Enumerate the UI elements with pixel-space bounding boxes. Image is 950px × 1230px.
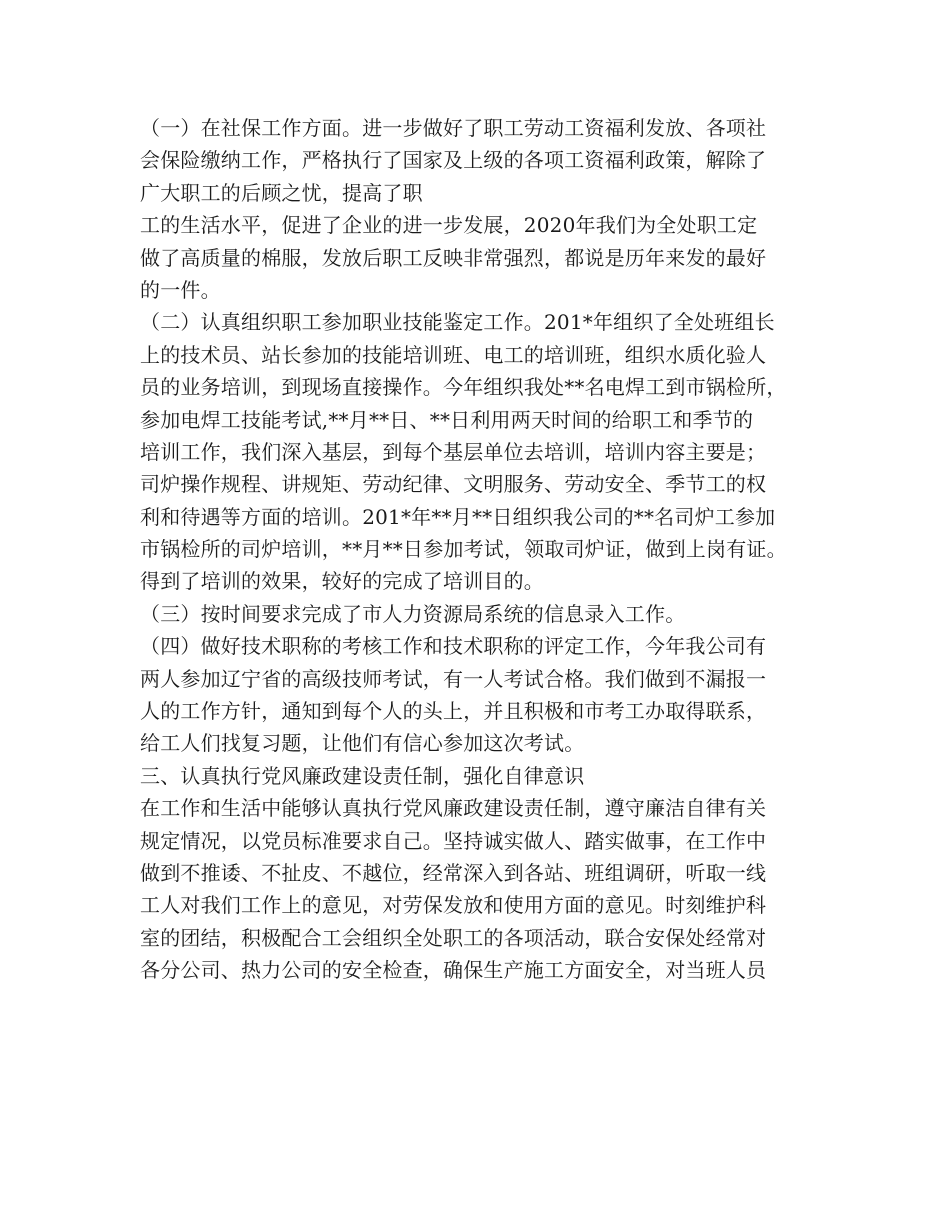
text-line: （一）在社保工作方面。进一步做好了职工劳动工资福利发放、各项社 <box>140 116 767 140</box>
text-line: 培训工作，我们深入基层，到每个基层单位去培训，培训内容主要是； <box>140 439 767 464</box>
text-line: （三）按时间要求完成了市人力资源局系统的信息录入工作。 <box>140 601 686 626</box>
section-heading: 三、认真执行党风廉政建设责任制，强化自律意识 <box>140 763 585 788</box>
text-line: 在工作和生活中能够认真执行党风廉政建设责任制，遵守廉洁自律有关 <box>140 796 767 821</box>
text-line: 两人参加辽宁省的高级技师考试，有一人考试合格。我们做到不漏报一 <box>140 666 767 691</box>
text-line: 上的技术员、站长参加的技能培训班、电工的培训班，组织水质化验人 <box>140 342 767 367</box>
text-line: 参加电焊工技能考试,**月**日、**日利用两天时间的给职工和季节的 <box>140 407 754 432</box>
text-line: （二）认真组织职工参加职业技能鉴定工作。201*年组织了全处班组长 <box>140 310 775 335</box>
text-line: 各分公司、热力公司的安全检查，确保生产施工方面安全，对当班人员 <box>140 958 767 983</box>
text-line: 得到了培训的效果，较好的完成了培训目的。 <box>140 569 544 594</box>
text-line: 做了高质量的棉服，发放后职工反映非常强烈，都说是历年来发的最好 <box>140 245 767 270</box>
text-line: 做到不推诿、不扯皮、不越位，经常深入到各站、班组调研，听取一线 <box>140 860 767 885</box>
text-line: 的一件。 <box>140 277 221 302</box>
text-line: 人的工作方针，通知到每个人的头上，并且积极和市考工办取得联系， <box>140 699 767 724</box>
text-line: 市锅检所的司炉培训，**月**日参加考试，领取司炉证，做到上岗有证。 <box>140 537 787 562</box>
text-line: 会保险缴纳工作，严格执行了国家及上级的各项工资福利政策，解除了 <box>140 148 767 173</box>
text-line: 室的团结，积极配合工会组织全处职工的各项活动，联合安保处经常对 <box>140 925 767 950</box>
text-line: 广大职工的后顾之忧，提高了职 <box>140 180 423 205</box>
text-line: 规定情况，以党员标准要求自己。坚持诚实做人、踏实做事，在工作中 <box>140 828 767 853</box>
text-line: 工的生活水平，促进了企业的进一步发展，2020年我们为全处职工定 <box>140 213 758 238</box>
text-line: 利和待遇等方面的培训。201*年**月**日组织我公司的**名司炉工参加 <box>140 504 776 529</box>
text-line: 员的业务培训，到现场直接操作。今年组织我处**名电焊工到市锅检所， <box>140 375 787 400</box>
text-line: 工人对我们工作上的意见，对劳保发放和使用方面的意见。时刻维护科 <box>140 893 767 918</box>
text-line: 给工人们找复习题，让他们有信心参加这次考试。 <box>140 731 585 756</box>
text-line: 司炉操作规程、讲规矩、劳动纪律、文明服务、劳动安全、季节工的权 <box>140 472 767 497</box>
body-text <box>140 112 830 987</box>
text-line: （四）做好技术职称的考核工作和技术职称的评定工作，今年我公司有 <box>140 634 767 659</box>
